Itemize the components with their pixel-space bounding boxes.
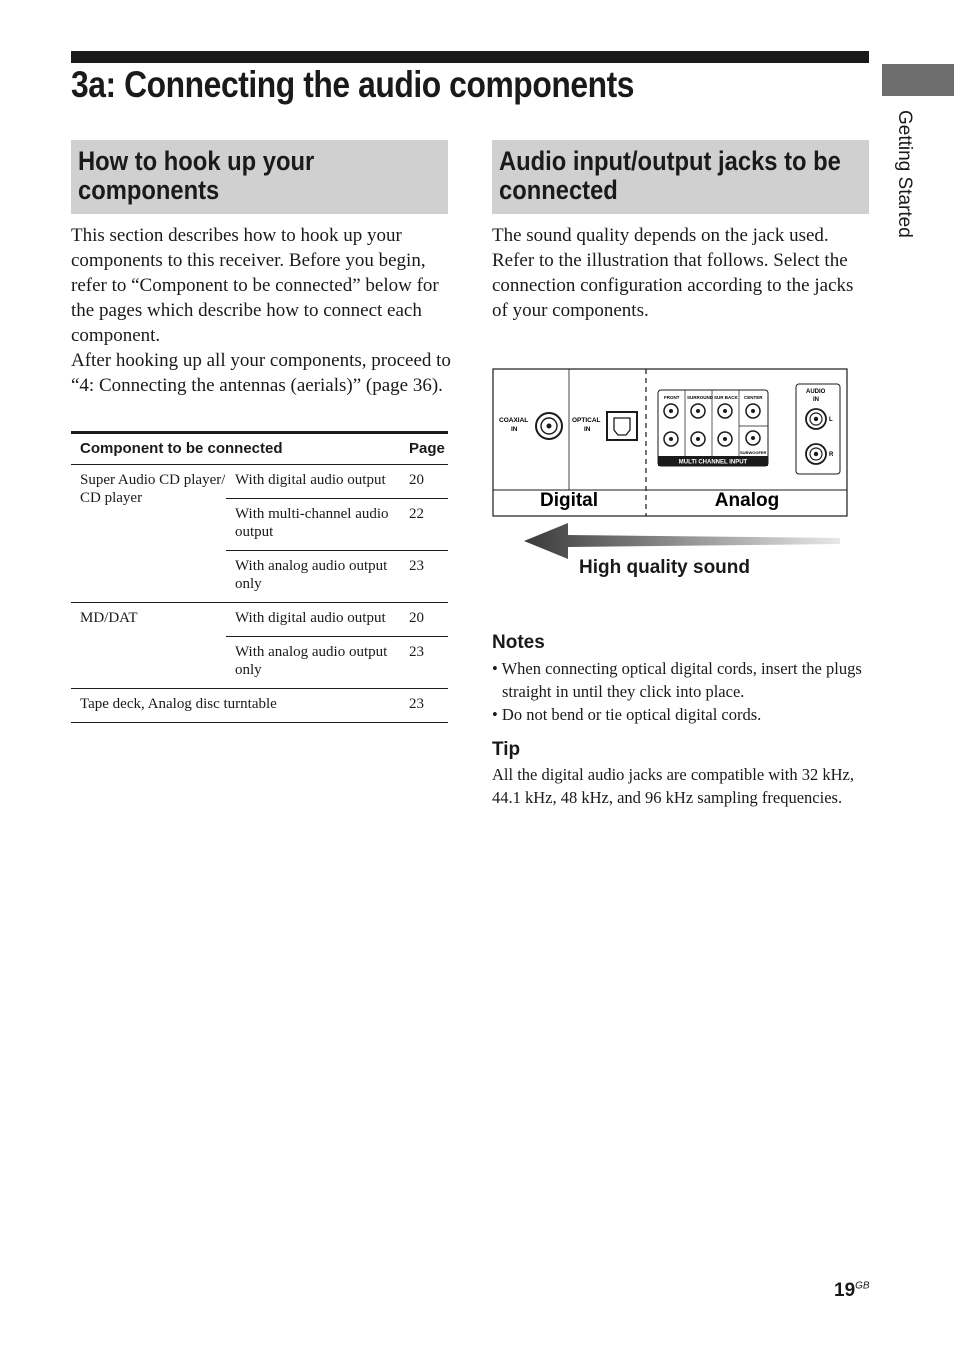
pin: [669, 437, 673, 441]
left-intro: [71, 223, 451, 398]
cell-type: With multi-channel audio output: [226, 499, 409, 551]
cell-page: 20: [409, 465, 448, 499]
header-component: Component to be connected: [71, 433, 409, 465]
title-rule: [71, 51, 869, 63]
notes-list: [492, 658, 872, 728]
pin: [751, 436, 755, 440]
pin: [814, 417, 818, 421]
tip-heading: Tip: [492, 739, 521, 760]
pin: [696, 437, 700, 441]
optical-jack-icon: [607, 412, 637, 440]
front-label: FRONT: [664, 395, 680, 400]
left-heading-line-1: How to hook up your: [78, 146, 315, 176]
pin: [669, 409, 673, 413]
component-table: [71, 431, 448, 723]
right-paragraph: The sound quality depends on the jack used. Refer to the illustration that follows. Select the connection configuration according to the jacks of your components.: [492, 225, 854, 321]
cell-page: 20: [409, 603, 448, 637]
subwoofer-label: SUBWOOFER: [740, 450, 767, 455]
pin: [814, 452, 818, 456]
cell-type: With digital audio output: [226, 603, 409, 637]
arrow-shape: [524, 523, 840, 559]
left-paragraph-2: After hooking up all your components, proceed to “4: Connecting the antennas (aerials)” (page 36).: [71, 350, 451, 396]
pin: [723, 409, 727, 413]
cell-page: 23: [409, 551, 448, 603]
cell-component: Tape deck, Analog disc turntable: [71, 689, 409, 723]
cell-type: With analog audio output only: [226, 551, 409, 603]
list-item: • When connecting optical digital cords, insert the plugs straight in until they click into place.: [492, 659, 862, 701]
page-number: [834, 1280, 870, 1302]
cell-type: With digital audio output: [226, 465, 409, 499]
pin: [751, 409, 755, 413]
right-section-heading: [492, 140, 869, 214]
right-heading-line-2: connected: [499, 175, 618, 205]
table-row: [71, 689, 448, 723]
analog-label: Analog: [714, 490, 780, 511]
table-row: [71, 465, 448, 499]
pin: [723, 437, 727, 441]
optical-in-label: IN: [584, 426, 591, 433]
section-tab-marker: [882, 64, 954, 96]
page-title: 3a: Connecting the audio components: [71, 64, 635, 105]
header-page: Page: [409, 433, 448, 465]
sur-back-label: SUR BACK: [714, 395, 738, 400]
left-section-heading: [71, 140, 448, 214]
digital-label: Digital: [539, 490, 599, 511]
audio-in-in-label: IN: [813, 397, 819, 403]
audio-in-label: AUDIO: [806, 389, 826, 395]
table-header-row: [71, 433, 448, 465]
surround-label: SURROUND: [687, 395, 714, 400]
optical-label: OPTICAL: [572, 417, 601, 424]
tip-text: All the digital audio jacks are compatible with 32 kHz, 44.1 kHz, 48 kHz, and 96 kHz sampling frequencies.: [492, 765, 854, 807]
list-item: • Do not bend or tie optical digital cords.: [492, 705, 762, 724]
jack-diagram: [492, 368, 848, 518]
right-heading-line-1: Audio input/output jacks to be: [499, 146, 841, 176]
table-row: [71, 603, 448, 637]
high-quality-label: High quality sound: [579, 557, 750, 578]
cell-page: 22: [409, 499, 448, 551]
left-paragraph-1: This section describes how to hook up your components to this receiver. Before you begin, refer to “Component to be connected” below for the pages which describe how to connect each component.: [71, 225, 439, 346]
page-number-value: 19: [834, 1280, 856, 1301]
left-heading-line-2: components: [78, 175, 220, 205]
r-label: R: [829, 452, 834, 458]
cell-component: MD/DAT: [71, 603, 226, 689]
pin: [696, 409, 700, 413]
side-section-label: Getting Started: [894, 110, 915, 238]
notes-heading: Notes: [492, 632, 545, 653]
center-label: CENTER: [744, 395, 763, 400]
cell-page: 23: [409, 637, 448, 689]
coaxial-label: COAXIAL: [499, 417, 529, 424]
cell-page: 23: [409, 689, 448, 723]
l-label: L: [829, 417, 833, 423]
coaxial-jack-pin: [547, 424, 552, 429]
coaxial-in-label: IN: [511, 426, 518, 433]
cell-component: Super Audio CD player/ CD player: [71, 465, 226, 603]
cell-type: With analog audio output only: [226, 637, 409, 689]
page-number-suffix: GB: [855, 1280, 870, 1292]
multi-channel-label: MULTI CHANNEL INPUT: [678, 459, 748, 466]
